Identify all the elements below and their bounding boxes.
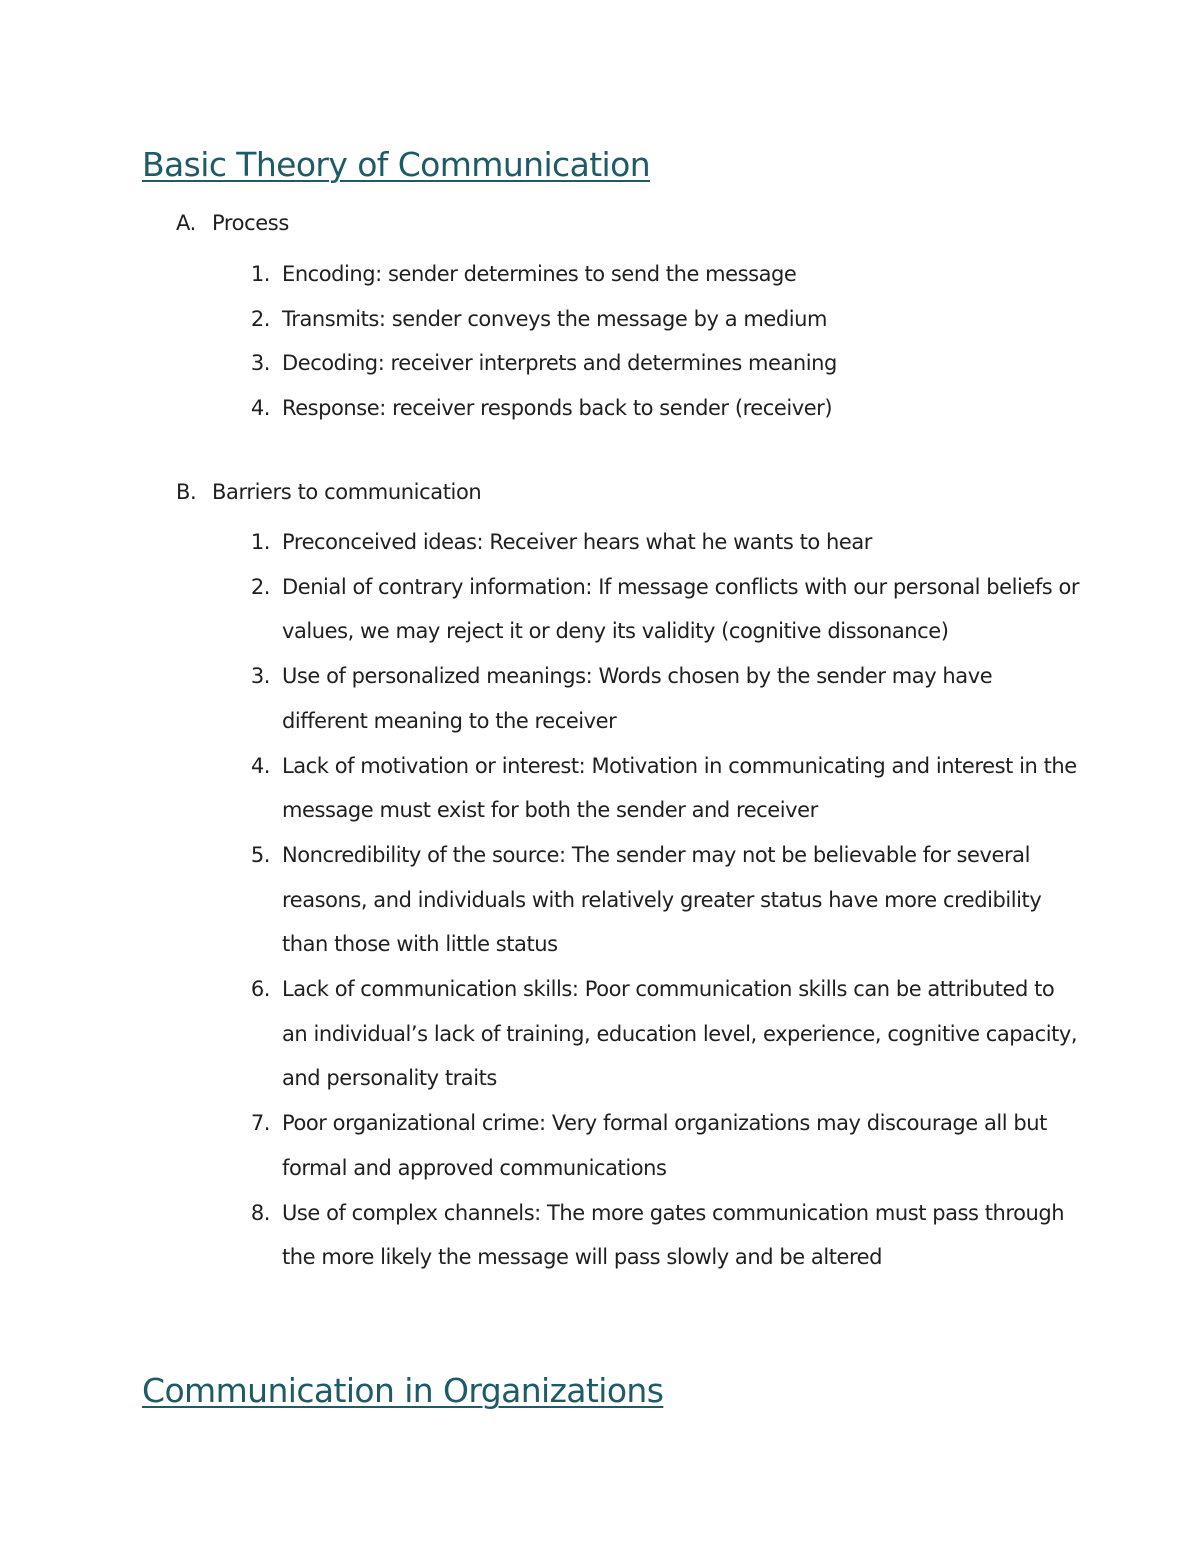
list-item-text: Poor organizational crime: Very formal organizations may discourage all but formal and approved communications: [282, 1111, 1047, 1180]
subsection-process: [176, 208, 289, 238]
list-item-number: 1.: [250, 530, 270, 554]
list-item: [240, 520, 1080, 565]
list-item-number: 8.: [250, 1200, 270, 1225]
list-item-text: Use of personalized meanings: Words chosen by the sender may have different meaning to the receiver: [282, 664, 993, 733]
list-item-text: Transmits: sender conveys the message by a medium: [282, 306, 827, 331]
list-item: [240, 252, 1080, 297]
list-item-number: 4.: [250, 753, 270, 778]
list-item: [240, 565, 1080, 654]
list-item-text: Response: receiver responds back to sender (receiver): [282, 396, 833, 421]
list-item: [240, 744, 1080, 833]
section-heading-basic-theory: Basic Theory of Communication: [142, 145, 651, 184]
subsection-barriers: [176, 477, 481, 507]
subsection-marker: B.: [176, 480, 197, 504]
list-item-number: 5.: [250, 842, 270, 867]
list-item-text: Preconceived ideas: Receiver hears what he wants to hear: [282, 530, 872, 554]
list-item: [240, 833, 1080, 967]
list-item-text: Noncredibility of the source: The sender may not be believable for several reasons, and individuals with relatively greater status have more credibility than those with little status: [282, 842, 1042, 957]
list-item-number: 2.: [250, 574, 270, 599]
list-item: [240, 1191, 1080, 1280]
list-item-text: Lack of communication skills: Poor communication skills can be attributed to an individual’s lack of training, education level, experience, cognitive capacity, and personality traits: [282, 977, 1078, 1091]
list-item-text: Denial of contrary information: If message conflicts with our personal beliefs or values, we may reject it or deny its validity (cognitive dissonance): [282, 574, 1080, 644]
list-item: [240, 386, 1080, 431]
subsection-label: Barriers to communication: [212, 480, 482, 504]
list-item-number: 3.: [250, 351, 270, 376]
list-item-number: 3.: [250, 664, 270, 689]
list-item-number: 7.: [250, 1111, 270, 1136]
subsection-label: Process: [212, 211, 289, 235]
list-item-number: 4.: [250, 396, 270, 421]
list-item: [240, 341, 1080, 386]
list-item-text: Encoding: sender determines to send the message: [282, 262, 797, 286]
barriers-list: [240, 520, 1080, 1280]
list-item-number: 2.: [250, 306, 270, 331]
list-item: [240, 967, 1080, 1101]
subsection-marker: A.: [176, 211, 196, 235]
process-list: [240, 252, 1080, 431]
list-item-number: 6.: [250, 977, 270, 1002]
list-item: [240, 297, 1080, 342]
list-item-text: Decoding: receiver interprets and determines meaning: [282, 351, 837, 376]
list-item: [240, 654, 1080, 743]
list-item-text: Lack of motivation or interest: Motivation in communicating and interest in the message must exist for both the sender and receiver: [282, 753, 1077, 823]
list-item: [240, 1101, 1080, 1190]
list-item-text: Use of complex channels: The more gates communication must pass through the more likely the message will pass slowly and be altered: [282, 1200, 1065, 1270]
list-item-number: 1.: [250, 262, 270, 286]
section-heading-organizations: Communication in Organizations: [142, 1371, 664, 1410]
